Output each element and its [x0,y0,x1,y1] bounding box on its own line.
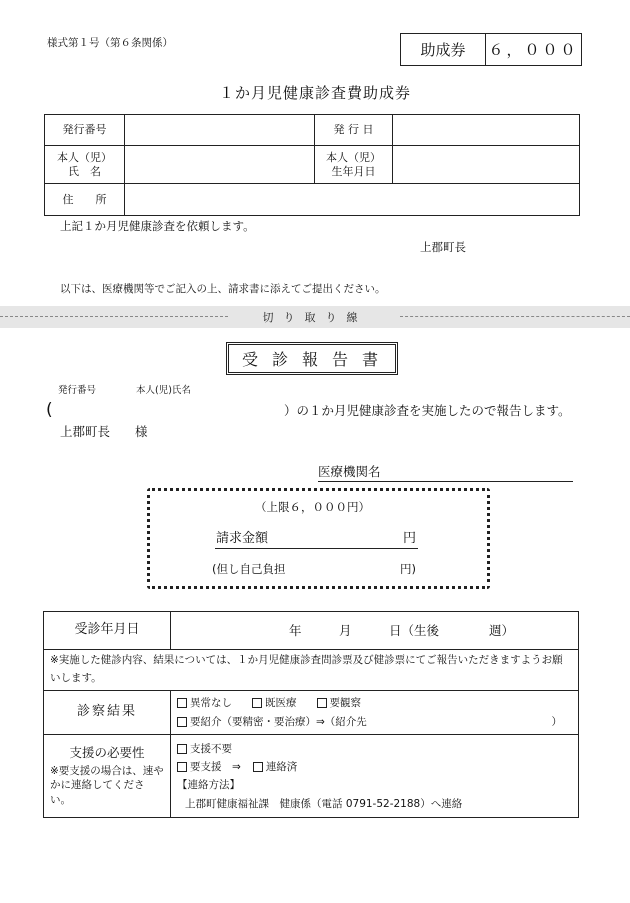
exam-result-label: 診察結果 [44,690,171,735]
cut-line-band [0,306,630,328]
birthdate-label-line1: 本人（児） [326,150,381,164]
option-label: 要紹介（要精密・要治療）⇒（紹介先 [190,715,367,728]
claim-amount-field[interactable] [290,530,398,547]
report-issue-number-label: 発行番号 [58,385,97,396]
support-need-cell [44,735,171,818]
cut-dash-left [0,316,228,317]
birthdate-label-line2: 生年月日 [331,164,376,178]
option-needs-support[interactable] [177,758,241,776]
visit-date-label: 受診年月日 [44,612,171,650]
name-label [45,146,125,184]
report-statement: ）の１か月児健康診査を実施したので報告します。 [284,403,571,418]
claim-yen-label: 円 [403,531,417,546]
issue-date-field[interactable] [393,115,580,146]
name-label-line1: 本人（児） [57,150,112,164]
support-options [171,735,579,818]
cut-line-label: 切り取り線 [262,311,368,324]
option-needs-observation[interactable] [317,694,362,713]
referral-close-paren: ） [551,715,562,728]
option-contacted[interactable] [253,758,298,776]
contact-method-heading: 【連絡方法】 [177,779,240,792]
option-label: 要観察 [329,696,361,709]
self-pay-label: (但し自己負担 [212,562,286,576]
checkbox-icon[interactable] [177,717,187,727]
voucher-box [400,33,582,66]
report-table [43,611,579,818]
report-name-field[interactable] [58,404,280,420]
visit-date-field[interactable]: 年 月 日（生後 週） [171,612,579,650]
option-referral[interactable] [177,713,367,732]
option-label: 連絡済 [265,761,298,774]
name-field[interactable] [125,146,315,184]
mayor-signature: 上郡町長 [420,240,466,254]
report-notice: ※実施した健診内容、結果については、１か月児健康診査問診票及び健診票にてご報告いただきますようお願いします。 [44,650,579,691]
option-no-support[interactable] [177,740,232,758]
form-number: 様式第１号（第６条関係） [47,37,173,49]
name-label-line2: 氏 名 [68,164,101,178]
option-no-abnormality[interactable] [177,694,232,713]
cut-dash-right [400,316,630,317]
support-need-note: ※要支援の場合は、速やかに連絡してください。 [50,764,164,807]
issue-number-label: 発行番号 [45,115,125,146]
claim-amount-label: 請求金額 [216,531,269,546]
request-text: 上記１か月児健康診査を依頼します。 [60,219,255,233]
report-child-name-label: 本人(児)氏名 [136,385,191,396]
checkbox-icon[interactable] [253,762,263,772]
option-label: 既医療 [265,696,297,709]
claim-limit: （上限６，０００円） [255,500,370,514]
report-title: 受診報告書 [226,342,398,375]
self-pay-field[interactable] [300,562,395,578]
open-paren: ( [46,400,53,420]
option-label: 支援不要 [190,742,232,755]
claim-amount-underline [215,548,418,549]
page-title: １か月児健康診査費助成券 [218,84,411,102]
contact-method-text: 上郡町健康福祉課 健康係（電話 0791-52-2188）へ連絡 [185,797,463,810]
institution-label: 医療機関名 [318,464,381,479]
voucher-info-table [44,114,580,216]
issue-date-label: 発 行 日 [315,115,393,146]
birthdate-label [315,146,393,184]
instruction-note: 以下は、医療機関等でご記入の上、請求書に添えてご提出ください。 [60,283,386,295]
checkbox-icon[interactable] [177,698,187,708]
birthdate-field[interactable] [393,146,580,184]
exam-result-row1 [177,694,572,713]
option-label: 異常なし [190,696,232,709]
report-addressee: 上郡町長 様 [60,424,148,439]
support-row1 [177,740,572,758]
issue-number-field[interactable] [125,115,315,146]
exam-result-options [171,690,579,735]
checkbox-icon[interactable] [317,698,327,708]
address-label: 住 所 [45,184,125,216]
option-label: 要支援 ⇒ [190,761,241,774]
support-row2 [177,758,572,776]
voucher-amount: ６，０００ [488,41,579,59]
option-already-treated[interactable] [252,694,297,713]
exam-result-row2 [177,713,572,732]
institution-underline [318,481,573,482]
checkbox-icon[interactable] [177,744,187,754]
voucher-label: 助成券 [401,34,486,65]
support-need-label: 支援の必要性 [69,745,145,761]
self-pay-yen: 円) [400,562,416,576]
checkbox-icon[interactable] [252,698,262,708]
checkbox-icon[interactable] [177,762,187,772]
address-field[interactable] [125,184,580,216]
